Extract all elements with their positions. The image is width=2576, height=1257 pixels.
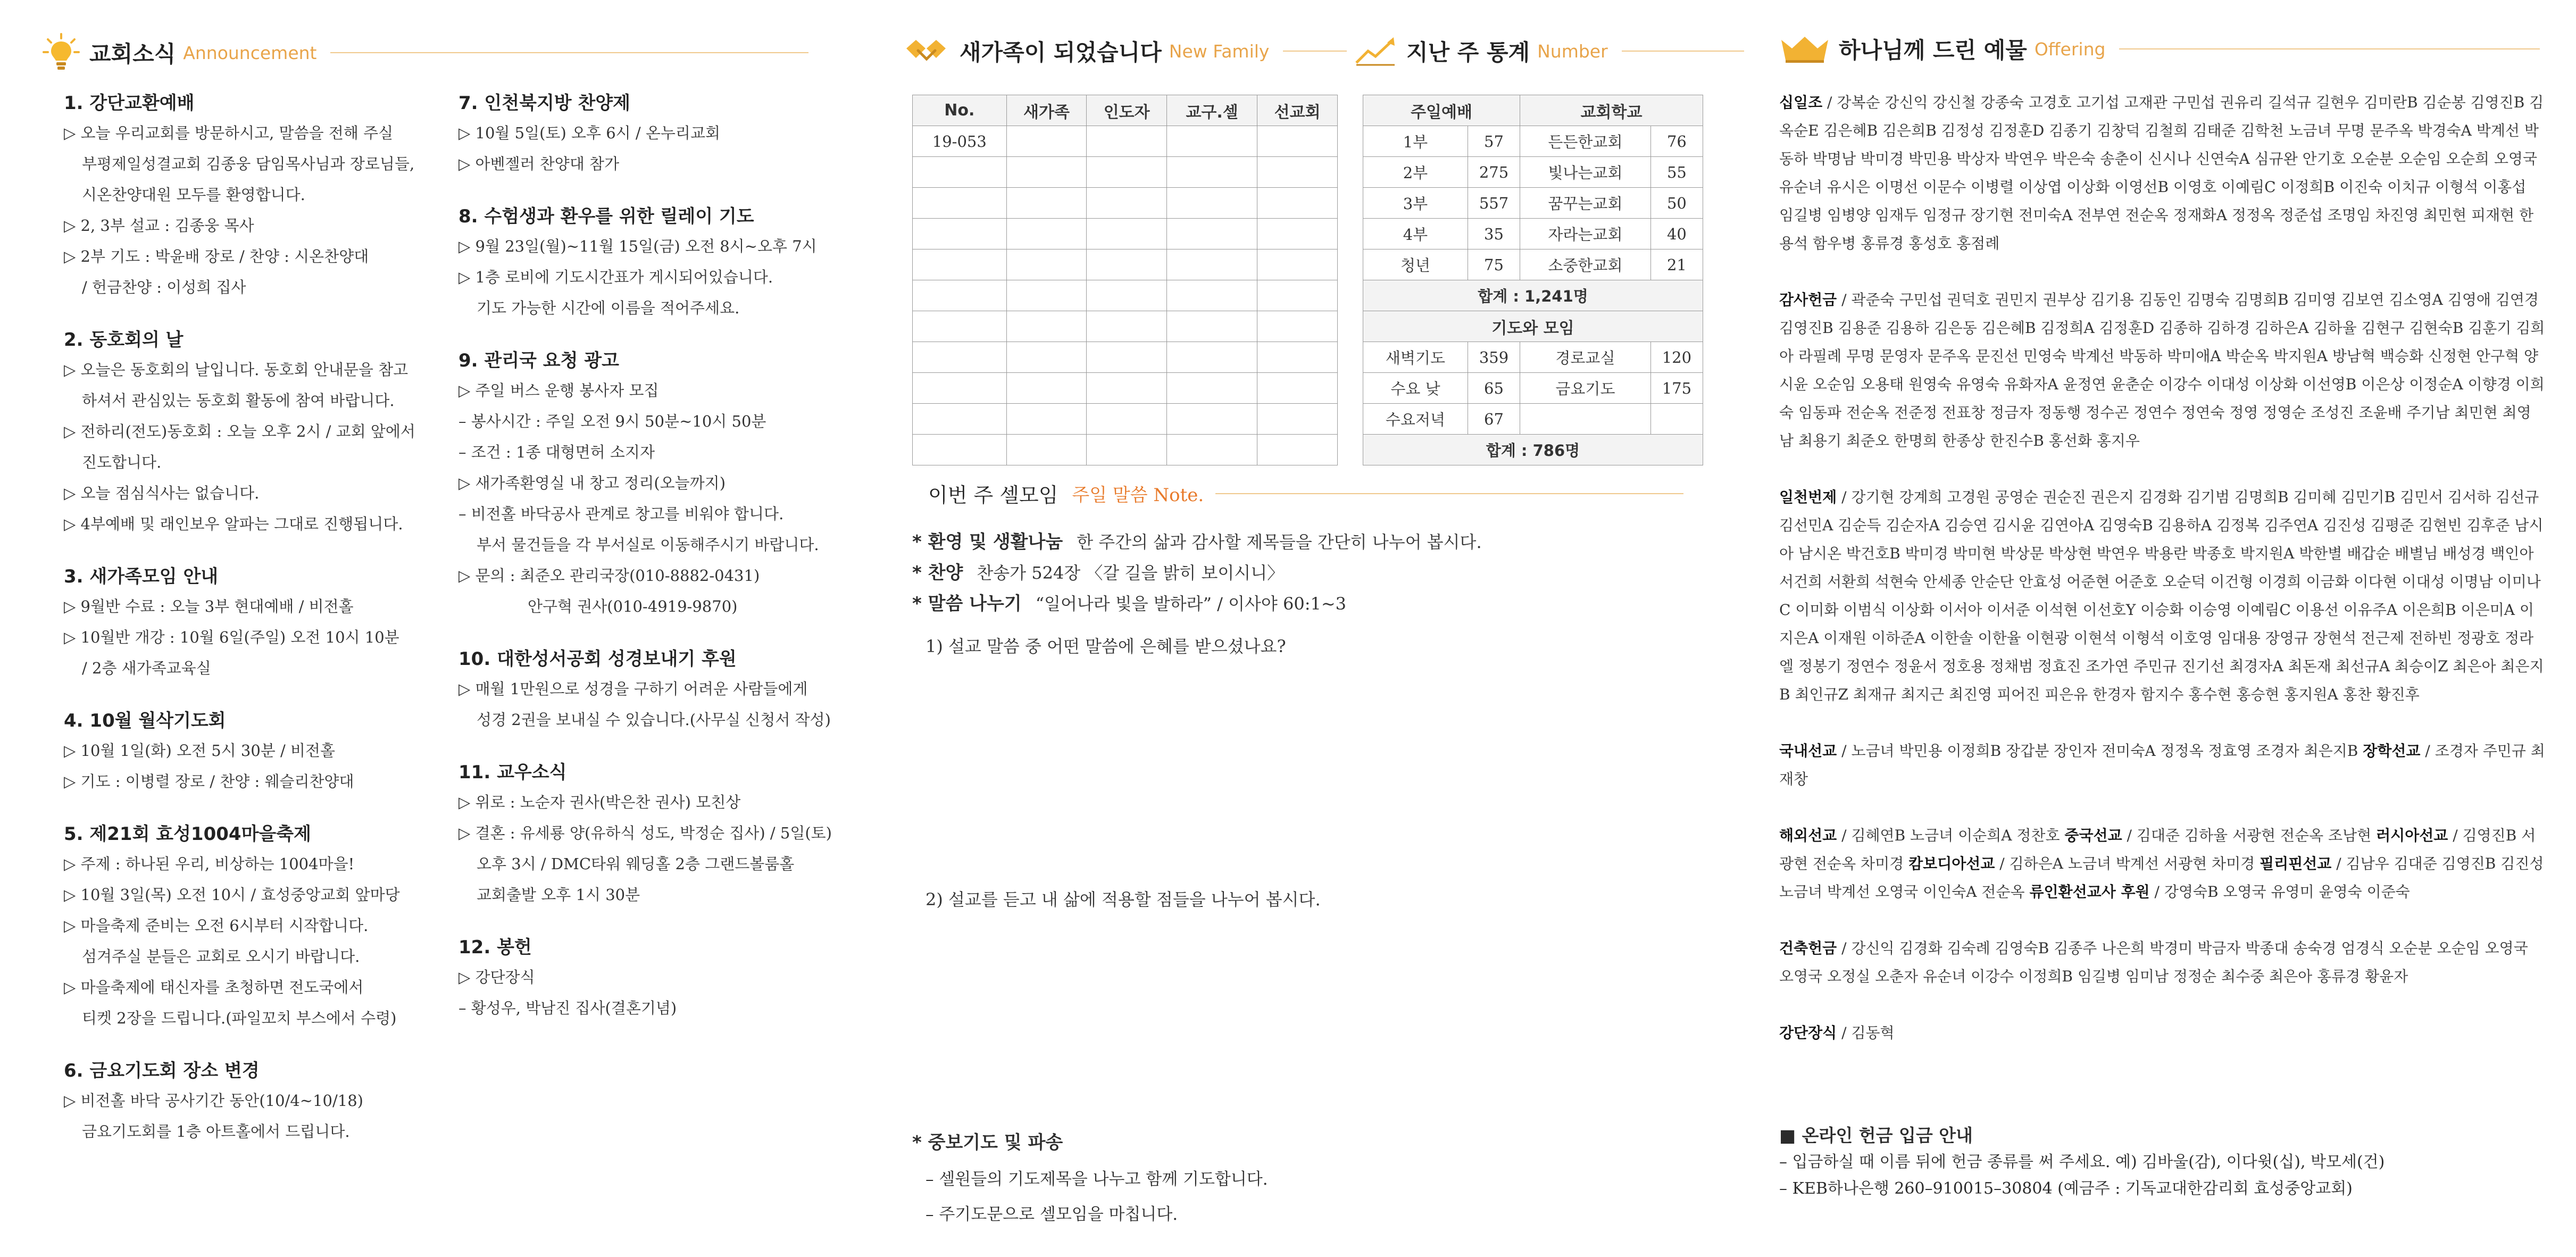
- table-row: [1363, 249, 1703, 280]
- prayer-header: 기도와 모임: [1363, 311, 1703, 342]
- table-cell: [913, 311, 1007, 342]
- table-cell: [1006, 219, 1087, 249]
- section-title: 7. 인천북지방 찬양제: [458, 93, 630, 114]
- stats-header-row: [1363, 311, 1703, 342]
- announcement-section: [458, 88, 841, 179]
- stats-cell: 자라는교회: [1520, 219, 1651, 249]
- cell-item-text: 찬송가 524장 〈갈 길을 밝히 보이시니〉: [977, 563, 1285, 583]
- table-cell: [1006, 157, 1087, 188]
- table-cell: [1167, 435, 1257, 465]
- table-cell: [1087, 404, 1167, 435]
- section-line: ▷ 마을축제에 태신자를 초청하면 전도국에서: [64, 978, 364, 996]
- offering-paragraph: [1779, 934, 2545, 990]
- table-row: [1363, 404, 1703, 435]
- section-line: ▷ 오늘 우리교회를 방문하시고, 말씀을 전해 주실: [64, 124, 394, 142]
- new-family-title: 새가족이 되었습니다: [960, 39, 1162, 65]
- announcement-section: [458, 933, 841, 1023]
- offering-category: 류인환선교사 후원: [2029, 883, 2150, 901]
- cell-item: [912, 527, 1482, 557]
- table-row: [913, 280, 1338, 311]
- section-line: 진도합니다.: [82, 453, 162, 471]
- section-line: ▷ 마을축제 준비는 오전 6시부터 시작합니다.: [64, 917, 369, 935]
- stats-cell: 55: [1650, 157, 1703, 188]
- section-line: ▷ 아벤젤러 찬양대 참가: [458, 155, 620, 173]
- header-divider: [2119, 48, 2540, 49]
- table-cell: [1006, 249, 1087, 280]
- section-line: ▷ 4부예배 및 래인보우 알파는 그대로 진행됩니다.: [64, 515, 403, 533]
- stats-cell: 3부: [1363, 188, 1468, 219]
- announcement-title: 교회소식: [89, 41, 176, 67]
- cell-item-text: “일어나라 빛을 발하라” / 이사야 60:1~3: [1035, 594, 1347, 614]
- section-title: 2. 동호회의 날: [64, 329, 184, 351]
- stats-cell: 50: [1650, 188, 1703, 219]
- offering-names: / 김남우 김대준 김영진B 김진성 노금녀 박계선 오영국 이인숙A 전순옥: [1779, 855, 2544, 901]
- stats-cell: 1부: [1363, 126, 1468, 157]
- section-line: ▷ 주제 : 하나된 우리, 비상하는 1004마을!: [64, 855, 355, 873]
- section-line: 섬겨주실 분들은 교회로 오시기 바랍니다.: [82, 947, 360, 965]
- table-cell: [1006, 404, 1087, 435]
- stats-cell: 꿈꾸는교회: [1520, 188, 1651, 219]
- offering-category: 필리핀선교: [2260, 855, 2332, 872]
- cell-item: [912, 557, 1482, 588]
- offering-names: / 강기현 강계희 고경원 공영순 권순진 권은지 김경화 김기범 김명희B 김미혜 김민기B 김민서 김서하 김선규 김선민A 김순득 김순자A 김승연 김시윤 김연아A 김영숙B 김용하A 김정복 김주연A 김진성 김평준 김현빈 김후준 남시아 남시온 박건호B 박미경 박미현 박상문 박상현 박연우 박용란 박종호 박지원A 박한별 배갑순 배별님 배성경 백인아 서건희 서환희 석현숙 안세종 안순단 안효성 어준현 어준호 오순덕 이건형 이경희 이금화 이다현 이대성 이명남 이미나C 이미화 이범식 이상화 이서아 이서준 이석현 이선호Y 이승화 이승영 이예림C 이용선 이유주A 이은희B 이은미A 이지은A 이재원 이하준A 이한솔 이한율 이현광 이현석 이형석 이호영 임대용 장영규 장현석 전근제 전하빈 정광호 정라엘 정봉기 정연수 정윤서 정호용 정채범 정효진 조가연 주민규 진기선 최경자A 최돈재 최선규A 최승이Z 최은아 최은지B 최인규Z 최재규 최지근 최진영 피어진 피은유 한경자 함지수 홍수현 홍승현 홍지원A 홍찬 황진후: [1779, 488, 2544, 703]
- stats-header-row: [1363, 95, 1703, 126]
- table-cell: [1087, 280, 1167, 311]
- cell-item-text: 한 주간의 삶과 감사할 제목들을 간단히 나누어 봅시다.: [1077, 532, 1482, 552]
- offering-category: 강단장식: [1779, 1024, 1837, 1042]
- cell-item: [912, 588, 1482, 619]
- lightbulb-icon: [43, 33, 80, 72]
- section-line: – 비전홀 바닥공사 관계로 창고를 비워야 합니다.: [458, 505, 784, 523]
- table-cell: [1006, 435, 1087, 465]
- announcement-section: [458, 644, 841, 735]
- stats-cell: 57: [1468, 126, 1520, 157]
- announcement-section: [458, 346, 841, 622]
- table-cell: [1167, 342, 1257, 373]
- table-cell: [1167, 249, 1257, 280]
- offering-subtitle: Offering: [2034, 38, 2106, 60]
- offering-category: 건축헌금: [1779, 939, 1837, 957]
- stats-cell: 67: [1468, 404, 1520, 435]
- stats-cell: 557: [1468, 188, 1520, 219]
- offering-paragraph: [1779, 1019, 2545, 1047]
- section-line: ▷ 결혼 : 유세룡 양(유하식 성도, 박정순 집사) / 5일(토): [458, 824, 832, 842]
- stats-cell: 든든한교회: [1520, 126, 1651, 157]
- section-line: 부서 물건들을 각 부서실로 이동해주시기 바랍니다.: [477, 536, 819, 554]
- table-row: [1363, 126, 1703, 157]
- cell-meeting-items: [912, 527, 1482, 619]
- table-cell: [1087, 373, 1167, 404]
- stats-title: 지난 주 통계: [1406, 39, 1530, 65]
- offering-category: 러시아선교: [2376, 827, 2448, 844]
- handshake-icon: [904, 37, 948, 65]
- table-cell: [1167, 188, 1257, 219]
- new-family-col-header: 교구.셀: [1167, 95, 1257, 126]
- new-family-table: [912, 95, 1338, 465]
- section-line: ▷ 1층 로비에 기도시간표가 게시되어있습니다.: [458, 268, 773, 286]
- stats-cell: 75: [1468, 249, 1520, 280]
- section-title: 3. 새가족모임 안내: [64, 566, 219, 587]
- intercession-line: – 주기도문으로 셀모임을 마칩니다.: [926, 1205, 1178, 1224]
- section-line: / 헌금찬양 : 이성희 집사: [82, 278, 246, 296]
- stats-table: [1363, 95, 1703, 465]
- section-title: 10. 대한성서공회 성경보내기 후원: [458, 648, 737, 670]
- stats-header: [1354, 35, 1744, 67]
- total-row: [1363, 435, 1703, 465]
- announcement-subtitle: Announcement: [183, 42, 317, 63]
- section-line: ▷ 위로 : 노순자 권사(박은찬 권사) 모친상: [458, 793, 741, 811]
- header-divider: [1283, 51, 1347, 52]
- section-line: – 조건 : 1종 대형면허 소지자: [458, 443, 655, 461]
- section-title: 12. 봉헌: [458, 937, 532, 958]
- stats-cell: 359: [1468, 342, 1520, 373]
- stats-cell: 120: [1650, 342, 1703, 373]
- table-row: [1363, 373, 1703, 404]
- table-cell: [1087, 157, 1167, 188]
- announcement-column-left: [64, 88, 447, 1169]
- table-cell: [1167, 157, 1257, 188]
- section-line: / 2층 새가족교육실: [82, 659, 211, 677]
- announcement-section: [64, 88, 447, 303]
- table-cell: [1167, 280, 1257, 311]
- meeting-total: 합계 : 786명: [1363, 435, 1703, 465]
- crown-icon: [1779, 35, 1830, 63]
- new-family-subtitle: New Family: [1169, 40, 1270, 62]
- section-line: 시온찬양대원 모두를 환영합니다.: [82, 186, 305, 204]
- table-cell: [1257, 219, 1338, 249]
- stats-cell: 76: [1650, 126, 1703, 157]
- offering-names: / 강영숙B 오영국 유영미 윤영숙 이준숙: [2149, 883, 2410, 901]
- offering-category: 장학선교: [2363, 742, 2421, 760]
- offering-header: [1779, 33, 2540, 65]
- stats-cell: 청년: [1363, 249, 1468, 280]
- offering-names: / 강신익 김경화 김숙례 김영숙B 김종주 나은희 박경미 박금자 박종대 송숙경 엄경식 오순분 오순임 오영국 오영국 오정실 오춘자 유순녀 이강수 이정희B 임길병 임미남 정정순 최수중 최은아 홍류경 황윤자: [1779, 939, 2528, 985]
- table-row: [913, 126, 1338, 157]
- table-row: [913, 311, 1338, 342]
- table-cell: [1006, 342, 1087, 373]
- table-cell: [1167, 219, 1257, 249]
- section-line: ▷ 오늘은 동호회의 날입니다. 동호회 안내문을 참고: [64, 361, 409, 379]
- stats-cell: 175: [1650, 373, 1703, 404]
- stats-cell: 수요 낮: [1363, 373, 1468, 404]
- section-line: ▷ 10월 5일(토) 오후 6시 / 온누리교회: [458, 124, 720, 142]
- table-cell: [1257, 311, 1338, 342]
- new-family-col-header: 새가족: [1006, 95, 1087, 126]
- cell-meeting-title: 이번 주 셀모임: [928, 484, 1058, 507]
- stats-cell: 수요저녁: [1363, 404, 1468, 435]
- table-cell: [913, 342, 1007, 373]
- chart-line-icon: [1354, 35, 1397, 67]
- table-cell: [913, 188, 1007, 219]
- table-cell: [913, 157, 1007, 188]
- table-cell: [1167, 311, 1257, 342]
- online-offering-line: – 입금하실 때 이름 뒤에 헌금 종류를 써 주세요. 예) 김바울(감), 이다윗(십), 박모세(건): [1779, 1153, 2385, 1171]
- table-cell: [913, 373, 1007, 404]
- offering-names: / 김대준 김하율 서광현 전순옥 조남현: [2122, 827, 2377, 844]
- section-line: ▷ 강단장식: [458, 968, 535, 986]
- stats-cell: [1520, 404, 1651, 435]
- section-line: 부평제일성결교회 김종웅 담임목사님과 장로님들,: [82, 155, 415, 173]
- offering-category: 일천번제: [1779, 488, 1837, 506]
- announcement-section: [458, 202, 841, 323]
- offering-paragraph: [1779, 737, 2545, 793]
- stats-cell: [1650, 404, 1703, 435]
- question-1: 1) 설교 말씀 중 어떤 말씀에 은혜를 받으셨나요?: [926, 636, 1286, 656]
- stats-cell: 35: [1468, 219, 1520, 249]
- section-line: – 황성우, 박남진 집사(결혼기념): [458, 999, 677, 1017]
- table-cell: [1257, 249, 1338, 280]
- stats-cell: 65: [1468, 373, 1520, 404]
- stats-cell: 새벽기도: [1363, 342, 1468, 373]
- new-family-col-header: 선교회: [1257, 95, 1338, 126]
- offering-names: / 강복순 강신익 강신철 강종숙 고경호 고기섭 고재관 구민섭 권유리 길석규 길현우 김미란B 김순봉 김영진B 김옥순E 김은혜B 김은희B 김정성 김정훈D 김종기 김창덕 김철희 김태준 김학천 노금녀 무명 문주옥 박경숙A 박계선 박동하 박명남 박미경 박민용 박상자 박연우 박은숙 송춘이 신시나 신연숙A 심규완 안기호 오순분 오순임 오순희 오영국 유순녀 유시은 이명선 이문수 이병렬 이상엽 이상화 이영선B 이영호 이예림C 이정희B 이진숙 이치규 이형석 이홍섭 임길병 임병양 임재두 임정규 장기현 전미숙A 전부연 전순옥 정재화A 정정옥 정준섭 조명임 차진영 최민현 피재현 한용석 함우병 홍류경 홍성호 홍점례: [1779, 94, 2544, 252]
- stats-cell: 21: [1650, 249, 1703, 280]
- section-title: 6. 금요기도회 장소 변경: [64, 1060, 260, 1081]
- offering-category: 십일조: [1779, 94, 1823, 111]
- section-line: ▷ 9월 23일(월)~11월 15일(금) 오전 8시~오후 7시: [458, 237, 817, 255]
- table-cell: [1087, 249, 1167, 280]
- table-cell: [1257, 157, 1338, 188]
- table-cell: [913, 280, 1007, 311]
- table-row: [913, 219, 1338, 249]
- offering-category: 캄보디아선교: [1908, 855, 1995, 872]
- section-line: 오후 3시 / DMC타워 웨딩홀 2층 그랜드볼룸홀: [477, 855, 795, 873]
- section-title: 8. 수험생과 환우를 위한 릴레이 기도: [458, 206, 754, 227]
- offering-names: / 김혜연B 노금녀 이순희A 정찬호: [1837, 827, 2065, 844]
- section-line: ▷ 전하리(전도)동호회 : 오늘 오후 2시 / 교회 앞에서: [64, 422, 415, 440]
- table-cell: [1257, 280, 1338, 311]
- stats-cell: 금요기도: [1520, 373, 1651, 404]
- intercession-line: – 셀원들의 기도제목을 나누고 함께 기도합니다.: [926, 1170, 1268, 1189]
- section-line: ▷ 기도 : 이병렬 장로 / 찬양 : 웨슬리찬양대: [64, 772, 354, 790]
- table-row: [913, 373, 1338, 404]
- table-cell: [1006, 126, 1087, 157]
- table-cell: [1087, 126, 1167, 157]
- online-offering-title: ■ 온라인 헌금 입금 안내: [1779, 1125, 1973, 1146]
- section-title: 11. 교우소식: [458, 762, 567, 783]
- table-cell: [1006, 188, 1087, 219]
- offering-names: / 곽준숙 구민섭 권덕호 권민지 권부상 김기용 김동인 김명숙 김명희B 김미영 김보연 김소영A 김영애 김연경 김영진B 김용준 김용하 김은동 김은혜B 김정희A 김정훈D 김종하 김하경 김하은A 김하율 김현구 김현숙B 김훈기 김희아 라필례 무명 문영자 문주옥 문진선 민영숙 박계선 박동하 박미애A 박순옥 박지원A 방남혁 백승화 신정현 안구혁 양시윤 오순임 오용태 원영숙 유영숙 유화자A 윤정연 윤춘순 이강수 이대성 이상화 이선영B 이은상 이정순A 이향경 이희숙 임동파 전순옥 전준정 전표창 정금자 정동행 정수곤 정연수 정연숙 정영 정영순 조성진 조윤배 주기남 최민현 최영남 최용기 최준오 한명희 한종상 한진수B 홍선화 홍지우: [1779, 291, 2545, 449]
- table-row: [913, 188, 1338, 219]
- section-line: 성경 2권을 보내실 수 있습니다.(사무실 신청서 작성): [477, 711, 831, 729]
- section-title: 4. 10월 월삭기도회: [64, 710, 226, 731]
- offering-names: / 김영진B 서광현 전순옥 차미경: [1779, 827, 2536, 872]
- offering-paragraph: [1779, 286, 2545, 455]
- table-row: [1363, 342, 1703, 373]
- total-row: [1363, 280, 1703, 311]
- offering-names: / 조경자 주민규 최재창: [1779, 742, 2545, 788]
- header-divider: [1622, 51, 1744, 52]
- section-line: ▷ 문의 : 최준오 관리국장(010-8882-0431): [458, 567, 760, 585]
- announcement-section: [458, 757, 841, 910]
- offering-paragraph: [1779, 821, 2545, 906]
- table-row: [913, 404, 1338, 435]
- table-row: [1363, 219, 1703, 249]
- table-cell: [913, 404, 1007, 435]
- announcement-column-right: [458, 88, 841, 1046]
- new-family-col-header: No.: [913, 95, 1007, 126]
- section-line: ▷ 2, 3부 설교 : 김종웅 목사: [64, 217, 254, 235]
- section-title: 9. 관리국 요청 광고: [458, 350, 619, 371]
- table-cell: [1087, 435, 1167, 465]
- table-cell: [1006, 311, 1087, 342]
- new-family-header: [904, 35, 1347, 67]
- stats-cell: 4부: [1363, 219, 1468, 249]
- stats-cell: 275: [1468, 157, 1520, 188]
- section-line: ▷ 주일 버스 운행 봉사자 모집: [458, 381, 659, 399]
- online-offering: [1779, 1122, 2385, 1202]
- section-line: ▷ 매월 1만원으로 성경을 구하기 어려운 사람들에게: [458, 680, 808, 698]
- sermon-note-label: 주일 말씀 Note.: [1072, 485, 1204, 506]
- offering-category: 국내선교: [1779, 742, 1837, 760]
- intercession-label: * 중보기도 및 파송: [912, 1132, 1063, 1153]
- table-cell: [1257, 404, 1338, 435]
- table-cell: [913, 219, 1007, 249]
- table-cell: [1167, 373, 1257, 404]
- cell-item-label: * 말씀 나누기: [912, 593, 1022, 614]
- section-line: ▷ 새가족환영실 내 창고 정리(오늘까지): [458, 474, 726, 492]
- stats-subtitle: Number: [1537, 40, 1608, 62]
- table-cell: [1087, 188, 1167, 219]
- table-cell: [1167, 404, 1257, 435]
- stats-cell: 경로교실: [1520, 342, 1651, 373]
- table-cell: [1257, 373, 1338, 404]
- school-header: 교회학교: [1520, 95, 1703, 126]
- offering-category: 감사헌금: [1779, 291, 1837, 309]
- stats-cell: 40: [1650, 219, 1703, 249]
- new-family-col-header: 인도자: [1087, 95, 1167, 126]
- section-line: ▷ 10월 3일(목) 오전 10시 / 효성중앙교회 앞마당: [64, 886, 400, 904]
- header-divider: [1215, 493, 1683, 494]
- stats-cell: 빛나는교회: [1520, 157, 1651, 188]
- stats-cell: 소중한교회: [1520, 249, 1651, 280]
- offering-names: / 김동혁: [1837, 1024, 1895, 1042]
- worship-total: 합계 : 1,241명: [1363, 280, 1703, 311]
- section-line: 금요기도회를 1층 아트홀에서 드립니다.: [82, 1122, 350, 1141]
- section-line: ▷ 10월 1일(화) 오전 5시 30분 / 비전홀: [64, 742, 336, 760]
- table-row: [913, 435, 1338, 465]
- section-line: 교회출발 오후 1시 30분: [477, 886, 640, 904]
- offering-paragraph: [1779, 88, 2545, 257]
- offering-title: 하나님께 드린 예물: [1839, 37, 2027, 63]
- table-cell: [913, 435, 1007, 465]
- worship-header: 주일예배: [1363, 95, 1520, 126]
- table-cell: [1006, 280, 1087, 311]
- section-line: ▷ 오늘 점심식사는 없습니다.: [64, 484, 260, 502]
- table-row: [913, 342, 1338, 373]
- cell-item-label: * 환영 및 생활나눔: [912, 531, 1063, 553]
- table-row: [1363, 188, 1703, 219]
- table-cell: [1087, 219, 1167, 249]
- section-title: 5. 제21회 효성1004마을축제: [64, 823, 311, 845]
- table-row: [1363, 157, 1703, 188]
- table-cell: [1257, 435, 1338, 465]
- table-cell: [1167, 126, 1257, 157]
- announcement-section: [64, 1056, 447, 1147]
- offering-names: / 김하은A 노금녀 박계선 서광현 차미경: [1995, 855, 2260, 872]
- offering-names: / 노금녀 박민용 이정희B 장갑분 장인자 전미숙A 정정옥 정효영 조경자 최은지B: [1837, 742, 2363, 760]
- offering-paragraph: [1779, 483, 2545, 709]
- question-2: 2) 설교를 듣고 내 삶에 적용할 점들을 나누어 봅시다.: [926, 889, 1321, 910]
- table-cell: [913, 249, 1007, 280]
- offering-category: 해외선교: [1779, 827, 1837, 844]
- announcement-header: [43, 33, 808, 72]
- section-line: ▷ 9월반 수료 : 오늘 3부 현대예배 / 비전홀: [64, 597, 354, 615]
- announcement-section: [64, 706, 447, 797]
- table-row: [913, 157, 1338, 188]
- section-line: – 봉사시간 : 주일 오전 9시 50분~10시 50분: [458, 412, 766, 430]
- cell-meeting-header: [928, 479, 1683, 508]
- section-line: 기도 가능한 시간에 이름을 적어주세요.: [477, 299, 740, 317]
- section-line: 안구혁 권사(010-4919-9870): [528, 597, 738, 615]
- table-cell: 19-053: [913, 126, 1007, 157]
- table-row: [913, 249, 1338, 280]
- table-cell: [1087, 342, 1167, 373]
- table-cell: [1257, 126, 1338, 157]
- section-line: ▷ 10월반 개강 : 10월 6일(주일) 오전 10시 10분: [64, 628, 399, 646]
- offering-category: 중국선교: [2064, 827, 2122, 844]
- offering-list: [1779, 88, 2545, 1075]
- intercession-lines: [926, 1162, 1268, 1232]
- section-line: 티켓 2장을 드립니다.(파일꼬치 부스에서 수령): [82, 1009, 397, 1027]
- cell-item-label: * 찬양: [912, 562, 963, 584]
- table-cell: [1087, 311, 1167, 342]
- section-line: ▷ 2부 기도 : 박윤배 장로 / 찬양 : 시온찬양대: [64, 247, 369, 265]
- section-line: ▷ 비전홀 바닥 공사기간 동안(10/4~10/18): [64, 1092, 363, 1110]
- section-title: 1. 강단교환예배: [64, 93, 195, 114]
- announcement-section: [64, 819, 447, 1034]
- stats-cell: 2부: [1363, 157, 1468, 188]
- announcement-section: [64, 325, 447, 539]
- table-cell: [1257, 188, 1338, 219]
- table-cell: [1006, 373, 1087, 404]
- table-cell: [1257, 342, 1338, 373]
- header-divider: [330, 52, 808, 53]
- section-line: 하셔서 관심있는 동호회 활동에 참여 바랍니다.: [82, 392, 395, 410]
- announcement-section: [64, 562, 447, 684]
- online-offering-line: – KEB하나은행 260–910015–30804 (예금주 : 기독교대한감리회 효성중앙교회): [1779, 1179, 2353, 1198]
